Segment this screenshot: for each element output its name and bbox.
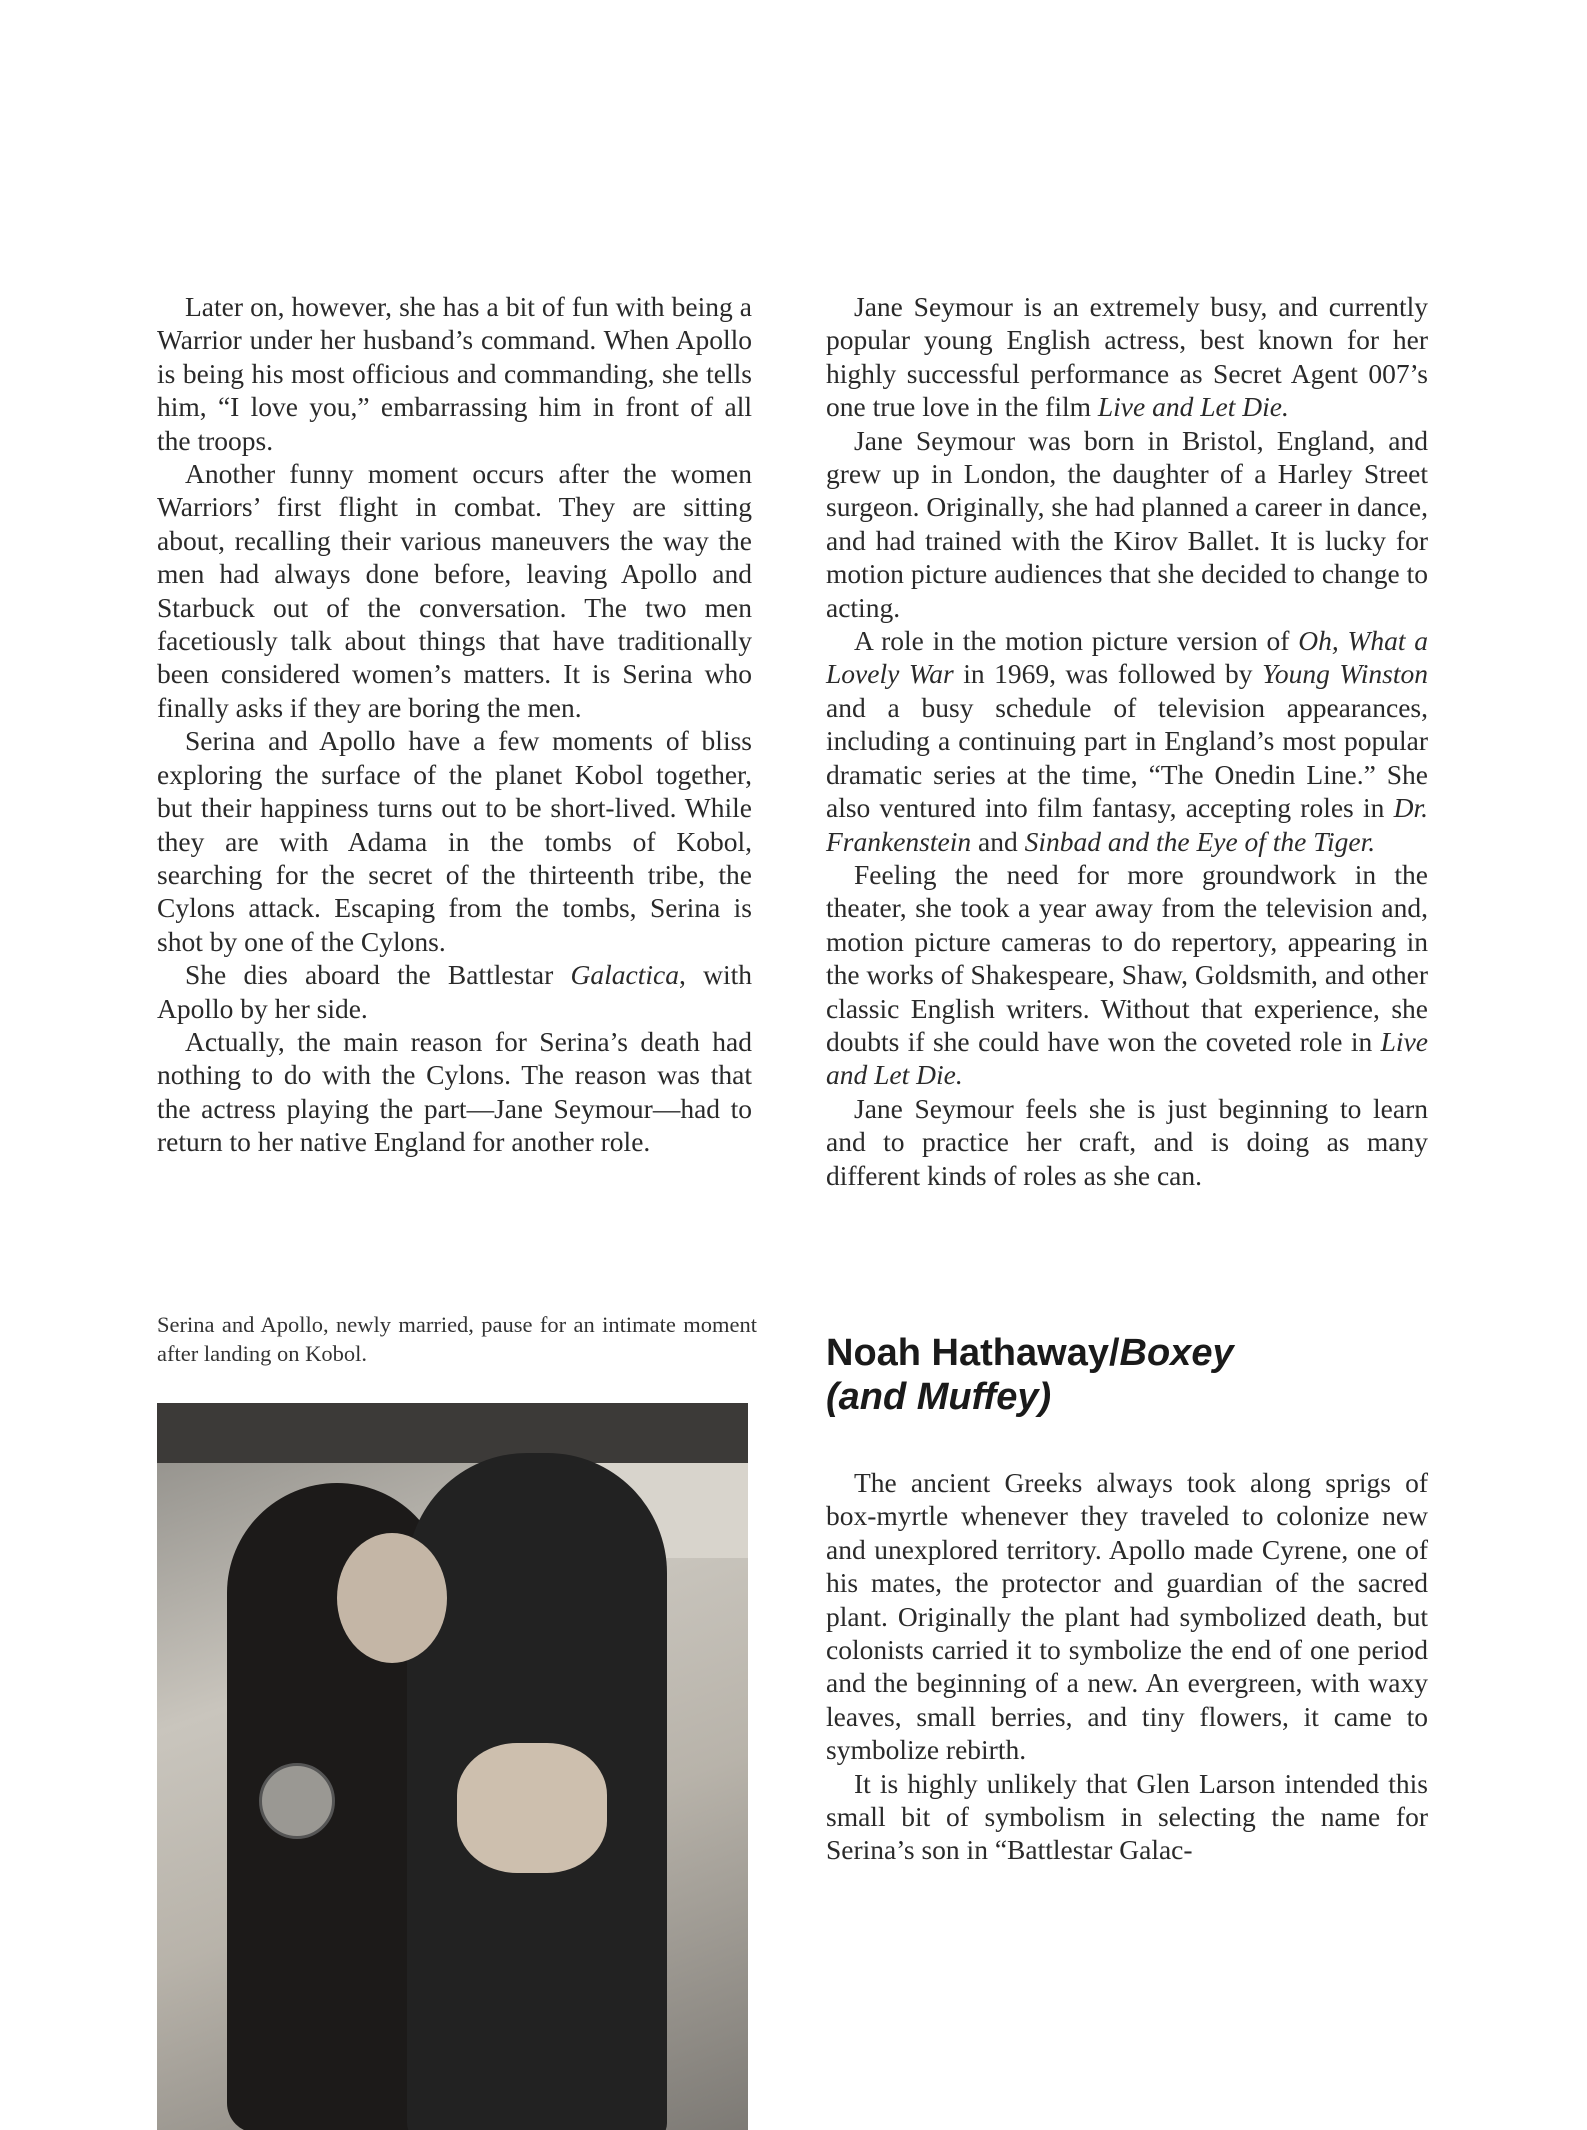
photo-uniform-patch [259, 1763, 335, 1839]
italic-text: Live and Let Die. [1097, 391, 1289, 423]
italic-text: Dr. Frankenstein [826, 792, 1428, 857]
left-column [157, 290, 752, 1159]
text-span: in 1969, was followed by [953, 658, 1263, 690]
paragraph: Serina and Apollo have a few moments of bliss exploring the surface of the planet Kobol together, but their happiness turns out to be short-lived. While they are with Adama in the tombs of Kobol, searching for the secret of the thirteenth tribe, the Cylons attack. Escaping from the tombs, Serina is shot by one of the Cylons. [157, 725, 752, 957]
section-heading [826, 1331, 1426, 1419]
paragraph [826, 624, 1428, 858]
photo-face [337, 1533, 447, 1663]
text-span: She dies aboard the Battlestar [185, 959, 571, 991]
paragraph: Later on, however, she has a bit of fun with being a Warrior under her husband’s command. When Apollo is being his most officious and commanding, she tells him, “I love you,” embarrassing him in front of all the troops. [157, 291, 752, 456]
heading-text: Noah Hathaway/ [826, 1332, 1120, 1374]
photo-background [157, 1403, 748, 1463]
photo-hand [457, 1743, 607, 1873]
text-span: A role in the motion picture version of [854, 625, 1299, 657]
photo-caption: Serina and Apollo, newly married, pause for an intimate moment after landing on Kobol. [157, 1312, 757, 1366]
italic-text: Oh, What a Lovely War [826, 625, 1428, 690]
paragraph [157, 958, 752, 1025]
text-span: and [971, 825, 1025, 857]
photo-serina-apollo [157, 1403, 748, 2130]
paragraph: Jane Seymour feels she is just beginning to learn and to practice her craft, and is doing as many different kinds of roles as she can. [826, 1092, 1428, 1191]
paragraph [826, 858, 1428, 1092]
text-span: and a busy schedule of television appearances, including a continuing part in England’s most popular dramatic series at the time, “The Onedin Line.” She also ventured into film fantasy, accepting roles in [826, 691, 1428, 824]
right-column [826, 290, 1428, 1192]
heading-italic: Boxey [1119, 1332, 1234, 1374]
paragraph: Jane Seymour was born in Bristol, England, and grew up in London, the daughter of a Harley Street surgeon. Originally, she had planned a career in dance, and had trained with the Kirov Ballet. It is lucky for motion picture audiences that she decided to change to acting. [826, 424, 1428, 623]
paragraph: Actually, the main reason for Serina’s death had nothing to do with the Cylons. The reason was that the actress playing the part—Jane Seymour—had to return to her native England for another role. [157, 1025, 752, 1158]
text-span: Feeling the need for more groundwork in the theater, she took a year away from the television and, motion picture cameras to do repertory, appearing in the works of Shakespeare, Shaw, Goldsmith, and other classic English writers. Without that experience, she doubts if she could have won the coveted role in [826, 858, 1428, 1057]
paragraph: It is highly unlikely that Glen Larson intended this small bit of symbolism in selecting the name for Serina’s son in “Battlestar Galac- [826, 1767, 1428, 1866]
text-span: Jane Seymour is an extremely busy, and currently popular young English actress, best known for her highly successful performance as Secret Agent 007’s one true love in the film [826, 291, 1428, 423]
italic-text: Young Winston [1262, 658, 1428, 690]
paragraph: The ancient Greeks always took along sprigs of box-myrtle whenever they traveled to colonize new and unexplored territory. Apollo made Cyrene, one of his mates, the protector and guardian of the sacred plant. Originally the plant had symbolized death, but colonists carried it to symbolize the end of one period and the beginning of a new. An evergreen, with waxy leaves, small berries, and tiny flowers, it came to symbolize rebirth. [826, 1467, 1428, 1766]
italic-text: Galactica [570, 959, 679, 991]
text-span: , with Apollo by her side. [157, 959, 752, 1024]
paragraph [826, 290, 1428, 424]
paragraph: Another funny moment occurs after the women Warriors’ first flight in combat. They are sitting about, recalling their various maneuvers the way the men had always done before, leaving Apollo and Starbuck out of the conversation. The two men facetiously talk about things that have traditionally been considered women’s matters. It is Serina who finally asks if they are boring the men. [157, 458, 752, 723]
heading-line2: (and Muffey) [826, 1376, 1052, 1418]
italic-text: Live and Let Die. [826, 1025, 1428, 1091]
right-column-section2 [826, 1466, 1428, 1867]
italic-text: Sinbad and the Eye of the Tiger. [1024, 825, 1376, 857]
